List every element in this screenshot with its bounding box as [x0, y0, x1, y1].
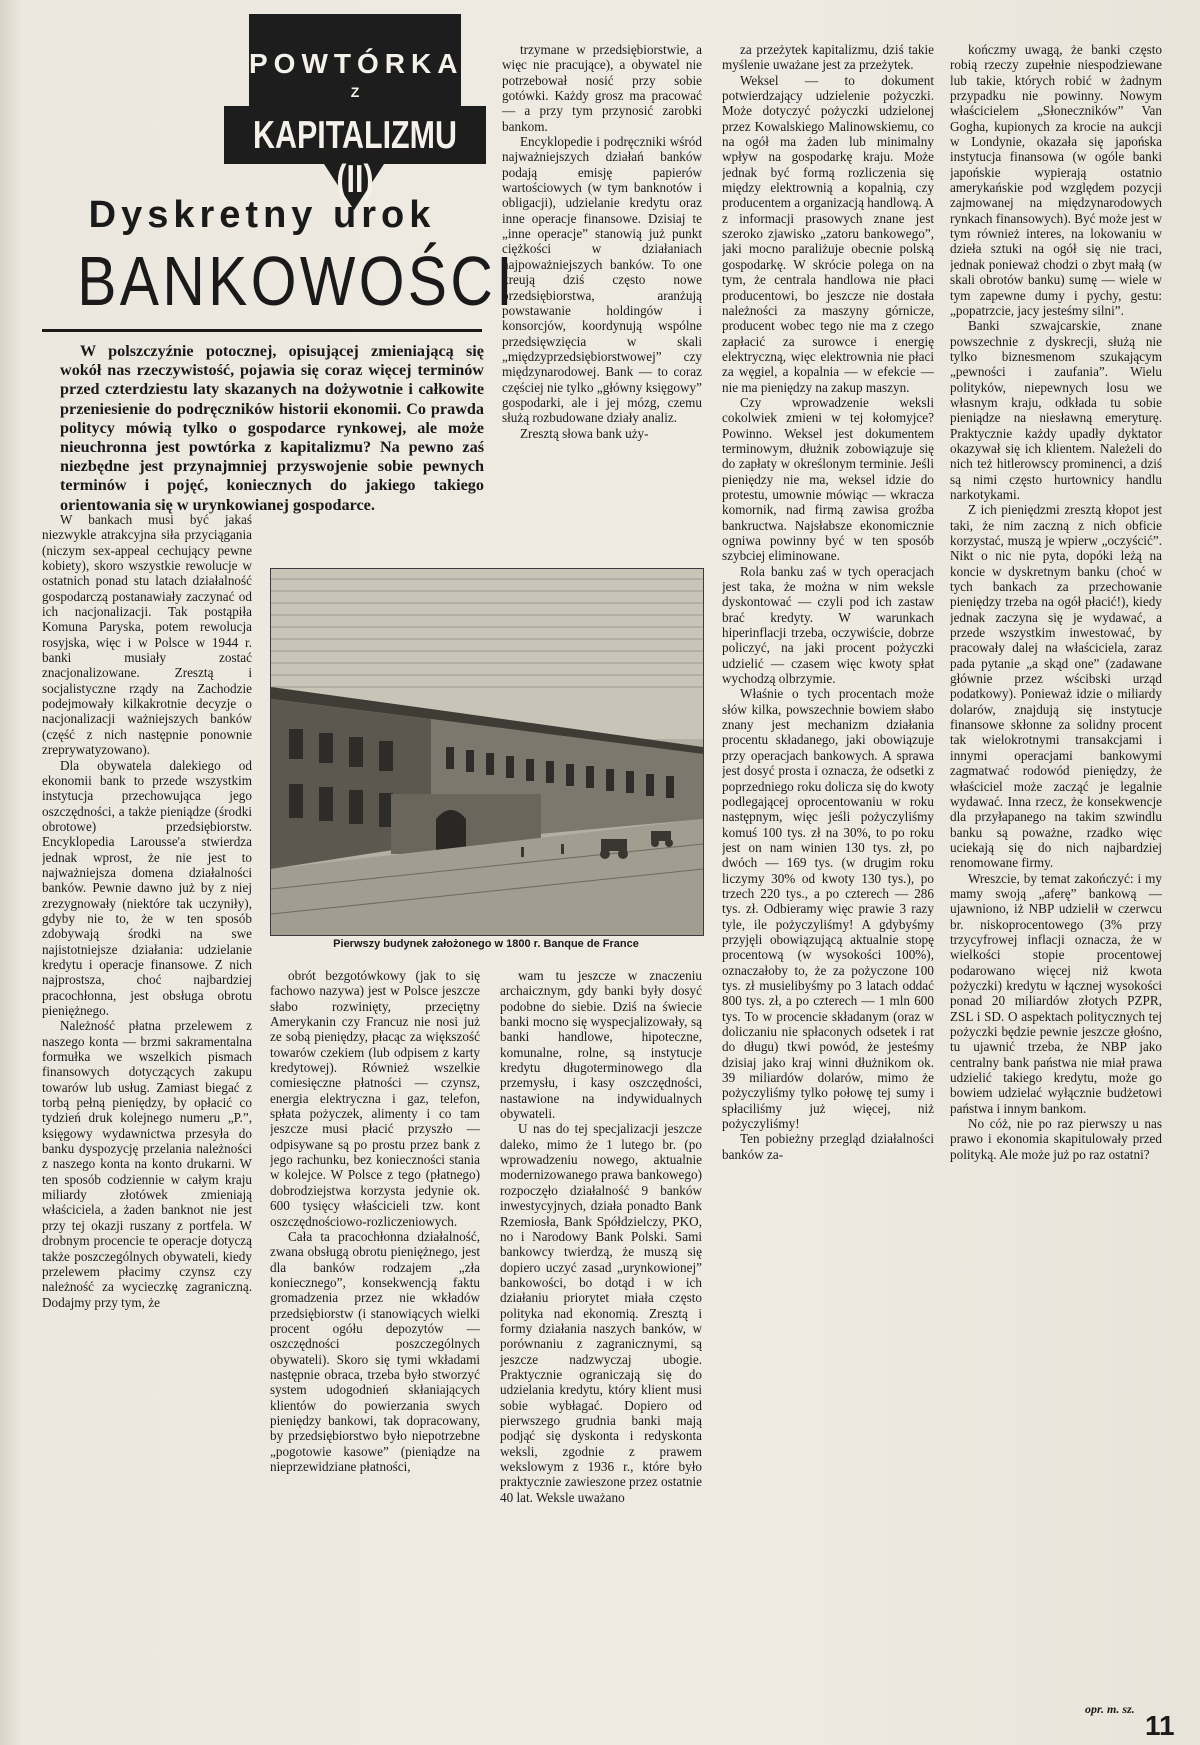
paragraph: Wreszcie, by temat zakończyć: i my mamy swoją „aferę” bankową — ujawniono, iż NBP udzielił w czerwcu br. niskoprocentowego (3% przy trzycyfrowej inflacji oznacza, że w wielkości stopie procentowej podarowano więcej niż kwota pożyczki) kredytu w łącznej wysokości ponad 20 miliardów złotych PZPR, ZSL i SD. O aspektach politycznych tej pożyczki będzie pewnie jeszcze głośno, tu ujawnić trzeba, że NBP jako centralny bank państwa nie miał prawa udzielić takiego kredytu, może go bowiem udzielać wyłącznie budżetowi państwa i innym bankom.: [950, 870, 1162, 1116]
text-column-1: [42, 512, 252, 1697]
kicker-line-2: Z: [350, 84, 360, 100]
paragraph: Z ich pieniędzmi zresztą kłopot jest taki, że nim zaczną z nich obficie korzystać, muszą je wpierw „oczyścić”. Nikt o nic nie pyta, dopóki leżą na koncie w dyskretnym banku (choć w tych bankach za przechowanie pieniędzy trzeba na ogół płacić!), kiedy jednak zaczyna się je wydawać, a przede wszystkim inwestować, by pracowały dalej na właściciela, zaraz pada pytanie „a skąd one” (zadawane głównie przez wścibski urząd podatkowy). Ponieważ idzie o miliardy dolarów, znajdują się instytucje finansowe skłonne za solidny procent tak wielokrotnymi transakcjami i innymi operacjami bankowymi zagmatwać rodowód pieniędzy, że właściciel może zacząć je legalnie wydawać. Inna rzecz, że konsekwencje dla przyłapanego na takim szwindlu banku są poważne, rzadko więc uciekają się do nich najbardziej renomowane firmy.: [950, 502, 1162, 871]
article-lead: [60, 342, 484, 515]
paragraph: U nas do tej specjalizacji jeszcze daleko, mimo że 1 lutego br. (po wprowadzeniu nowego, aktualnie modernizowanego prawa bankowego) rozpoczęło działalność 9 banków inwestycyjnych, działa ponadto Bank Rzemiosła, Bank Spółdzielczy, PKO, no i Narodowy Bank Polski. Sami bankowcy twierdzą, że muszą się dopiero uczyć zasad „urynkowionej” bankowości, bo dotąd i w ich działaniu priorytet miała często polityka nad ekonomią. Zresztą i formy działania naszych banków, w porównaniu z zagranicznymi, są jeszcze nadzwyczaj ubogie. Praktycznie ograniczają się do udzielania kredytu, który klient musi sobie wybłagać. Dopiero od pierwszego grudnia banki mają podjąć się dyskonta i redyskonta weksli, zgodnie z prawem wekslowym z 1936 r., które było praktycznie zawieszone przez ostatnie 40 lat. Weksle uważano: [500, 1121, 702, 1505]
text-column-2: [270, 968, 480, 1708]
text-column-3-top: [502, 42, 702, 562]
paragraph: Zresztą słowa bank uży-: [520, 425, 649, 441]
paragraph: Weksel — to dokument potwierdzający udzielenie pożyczki. Może dotyczyć pożyczki udzielonej przez Kowalskiego Malinowskiemu, co na ogół ma żaden lub minimalny wpływ na gospodarkę kraju. Może jednak być formą rozliczenia się między elektrownią a kopalnią, czy producentem a organizacją handlową. A z informacji prasowych znane jest szeroko zjawisko „zatoru bankowego”, jaki mocno paraliżuje obecnie polską gospodarkę. W skrócie polega on na tym, że centrala handlowa nie płaci producentowi, bo jeszcze nie dostała należności za maszyny górnicze, producent wobec tego nie ma z czego zapłacić za surowce i energię elektryczną, więc elektrownia nie płaci za węgiel, a kopalnia — w efekcie — nie ma pieniędzy na zakup maszyn.: [722, 72, 934, 395]
text-column-4: [722, 42, 934, 1710]
paragraph: Rola banku zaś w tych operacjach jest taka, że można w nim weksle dyskontować — czyli pod ich zastaw brać kredyty. W warunkach hiperinflacji trzeba, oczywiście, dobrze policzyć, na jaki procent pożyczki udzielić — czasem więc kwoty spłat wychodzą olbrzymie.: [722, 563, 934, 687]
paragraph: No cóż, nie po raz pierwszy u nas prawo i ekonomia skapitulowały przed polityką. Ale może już po raz ostatni?: [950, 1116, 1162, 1162]
paragraph: Banki szwajcarskie, znane powszechnie z dyskrecji, służą nie tylko biznesmenom szukającym „pewności i zaufania”. Wielu polityków, niepewnych losu we własnym kraju, odkłada tu sobie pieniądze na niesławną emeryturę. Praktycznie każdy upadły dyktator okazywał się ich klientem. Należeli do nich też hitlerowscy prominenci, a dziś są nimi często hurtownicy handlu narkotykami.: [950, 318, 1162, 502]
text-column-5: [950, 42, 1162, 1697]
title-rule: [42, 329, 482, 332]
paragraph: W bankach musi być jakaś niezwykle atrakcyjna siła przyciągania (niczym sex-appeal cechujący pewne kobiety), skoro wszystkie rewolucje w ostatnich ponad stu latach działalność gospodarczą postanawiały zaczynać od ich nacjonalizacji. Tak postąpiła Komuna Paryska, potem rewolucja rosyjska, więc i w Polsce w 1944 r. banki musiały zostać znacjonalizowane. Zresztą i socjalistyczne rządy na Zachodzie podejmowały kilkakrotnie decyzje o nacjonalizacji ważniejszych banków (część z nich następnie ponownie zreprywatyzowano).: [42, 512, 252, 758]
author-signature: opr. m. sz.: [1085, 1702, 1135, 1716]
paragraph: Czy wprowadzenie weksli cokolwiek zmieni w tej kołomyjce? Powinno. Weksel jest dokumentem terminowym, dłużnik zobowiązuje się do zapłaty w określonym terminie. Jeśli pieniędzy nie ma, weksel idzie do protestu, umownie mówiąc — wkracza komornik, nad firmą zawisa groźba bankructwa. Najsłabsze ekonomicznie ogniwa powinny być w ten sposób szybciej eliminowane.: [722, 394, 934, 564]
series-kicker: [224, 14, 486, 201]
article-title-line-2: BANKOWOŚCI: [77, 242, 516, 320]
banque-de-france-illustration: [271, 569, 703, 935]
page-number: 11: [1145, 1710, 1175, 1741]
paragraph: trzymane w przedsiębiorstwie, a więc nie pracujące), a obywatel nie potrzebował nosić przy sobie gotówki. Każdy grosz ma pracować — a przy tym przynosić zarobki bankom.: [502, 42, 702, 134]
paragraph: Właśnie o tych procentach może słów kilka, powszechnie bowiem słabo znany jest mechanizm działania procentu składanego, jaki obowiązuje przy operacjach bankowych. A sprawa jest dosyć prosta i oznacza, że odsetki z poprzedniego roku dolicza się do kwoty podlegającej oprocentowaniu w roku następnym, więc jeśli pożyczyliśmy komuś 100 tys. zł na 30%, to po roku jest on nam winien 130 tys. zł, po dwóch — 169 tys. (w drugim roku liczymy 30% od kwoty 130 tys.), po trzech 220 tys., a po czterech — 286 tys. zł. Odbieramy więc prawie 3 razy tyle, ile pożyczyliśmy! A gdybyśmy przyjęli obowiązującą aktualnie stopę procentową (w wysokości 100%), oznaczałoby to, że za pożyczone 100 tys. zł musielibyśmy po 3 latach oddać 800 tys. zł, a po czterech — 1 mln 600 tys. To w procencie składanym (oraz w doliczaniu nie spłaconych odsetek i rat do długu) tkwi powód, że jesteśmy dzisiaj jako kraj winni dłużnikom ok. 39 miliardów dolarów, mimo że pożyczyliśmy tylko połowę tej sumy i spłaciliśmy już więcej, niż pożyczyliśmy!: [722, 686, 934, 1132]
lead-paragraph: W polszczyźnie potocznej, opisującej zmieniającą się wokół nas rzeczywistość, pojawia się coraz więcej terminów przed czterdziestu laty skazanych na dożywotnie i całkowite przeniesienie do podręczników historii ekonomii. Co prawda politycy mówią tylko o gospodarce rynkowej, ale może nieuchronna jest powtórka z kapitalizmu? Na pewno zaś niezbędne jest przynajmniej przyswojenie sobie pewnych terminów i pojęć, koniecznych do jakiego takiego orientowania się w urynkowianej gospodarce.: [60, 342, 484, 514]
paragraph: za przeżytek kapitalizmu, dziś takie myślenie uważane jest za przeżytek.: [722, 42, 934, 73]
paragraph: obrót bezgotówkowy (jak to się fachowo nazywa) jest w Polsce jeszcze słabo rozwinięty, przeciętny Amerykanin czy Francuz nie nosi już ze sobą pieniędzy, płacąc za większość towarów czekiem (lub odpisem z karty kredytowej). Również wszelkie comiesięczne płatności — czynsz, energia elektryczna i gaz, telefon, spłata pożyczek, alimenty i co tam jeszcze musi płacić przyszło — odpisywane są po prostu przez bank z jego rachunku, bez konieczności stania w kolejce. W Polsce z tego (płatnego) dobrodziejstwa korzysta jedynie ok. 600 tysięcy właścicieli tzw. kont oszczędnościowo-rozliczeniowych.: [270, 968, 480, 1229]
paragraph: Cała ta pracochłonna działalność, zwana obsługą obrotu pieniężnego, jest dla banków rodzajem „zła koniecznego”, konsekwencją faktu gromadzenia przez nie wkładów przedsiębiorstw (i stanowiących wielki procent ogółu depozytów — oszczędności poszczególnych obywateli). Skoro się tymi wkładami następnie obraca, trzeba było stworzyć system udogodnień skłaniających klientów do powierzania swych pieniędzy bankowi, tak dopracowany, by przedsiębiorstwo było niepotrzebne „pogotowie kasowe” (pieniądze na nieprzewidziane płatności,: [270, 1228, 480, 1474]
paragraph: Encyklopedie i podręczniki wśród najważniejszych działań banków podają emisję papierów wartościowych (w tym banknotów i obligacji), udzielanie kredytu oraz inne operacje finansowe. Dzisiaj te „inne operacje” stanowią już punkt ciężkości w działaniach najpoważniejszych banków. To one kreują dziś często nowe przedsiębiorstwa, aranżują powstawanie holdingów i konsorcjów, koordynują wspólne przedsięwzięcia w skali „międzyprzedsiębiorstwowej” czy międzynarodowej. Bank — to coraz częściej nie tylko „główny księgowy” gospodarki, ale i jej mózg, czemu służą rozbudowane działy analiz.: [502, 134, 702, 426]
paragraph: Dla obywatela dalekiego od ekonomii bank to przede wszystkim instytucja przechowująca jego oszczędności, a także pieniądze (środki obrotowe) przedsiębiorstw. Encyklopedia Larousse'a stwierdza jednak wprost, że nie jest to najważniejsza domena działalności banków. Pewnie dawno już by z niej zrezygnowały (niektóre tak uczyniły), gdyby nie to, że w ten sposób zdobywają środki na swe najistotniejsze działania: udzielanie kredytu i operacje finansowe. Z nich najprostsza, choć najbardziej pracochłonna, jest obsługa obrotu pieniężnego.: [42, 757, 252, 1018]
photo-caption: Pierwszy budynek założonego w 1800 r. Banque de France: [333, 938, 639, 950]
bank-building-photo: [270, 568, 704, 936]
article-title-line-1: Dyskretny urok: [88, 194, 436, 236]
kicker-line-1: POWTÓRKA: [249, 48, 464, 79]
paragraph: kończmy uwagą, że banki często robią rzeczy zupełnie niespodziewane lub takie, których robić w żadnym przypadku nie powinny. Nowym właścicielem „Słoneczników” Van Gogha, kupionych za krocie na aukcji w Londynie, okazała się japońska instytucja finansowa (w ogóle banki japońskie wypierają ostatnio amerykańskie pod względem pozycji zajmowanej na międzynarodowych rynkach finansowych). Być może jest w tym również interes, na lokowaniu w dzieła sztuki na ogół się nie traci, jednak ponieważ chodzi o zbyt małą (w skali obrotów banku) sumę — wiele w tym zapewne dumy i pychy, gestu: „popatrzcie, jacy jesteśmy silni”.: [950, 42, 1162, 318]
paragraph: Należność płatna przelewem z naszego konta — brzmi sakramentalna formułka we wszelkich pismach finansowych dotyczących zakupu towarów lub usług. Zamiast biegać z torbą pełną pieniędzy, by opłacić co tydzień druk kolejnego numeru „P.”, księgowy wydawnictwa przesyła do banku dyspozycję przelania należności z naszego konta na konto drukarni. W ten sposób codziennie w całym kraju miliardy złotówek zmieniają właściciela, a żaden banknot nie jest przy tej okazji ruszany z portfela. W drobnym procencie te operacje dotyczą także poszczególnych obywateli, kiedy przelewem płacimy czynsz czy należność za wycieczkę zagraniczną. Dodajmy przy tym, że: [42, 1018, 252, 1310]
kicker-line-3: KAPITALIZMU (II): [253, 114, 457, 201]
text-column-3-bottom: [500, 968, 702, 1708]
paragraph: wam tu jeszcze w znaczeniu archaicznym, gdy banki były dosyć podobne do siebie. Dziś na świecie banki mocno się wyspecjalizowały, są banki handlowe, hipoteczne, komunalne, rolne, są instytucje kredytu długoterminowego dla przemysłu, i kasy oszczędności, nastawione na indywidualnych obywateli.: [500, 968, 702, 1122]
paragraph: Ten pobieżny przegląd działalności banków za-: [722, 1131, 934, 1162]
